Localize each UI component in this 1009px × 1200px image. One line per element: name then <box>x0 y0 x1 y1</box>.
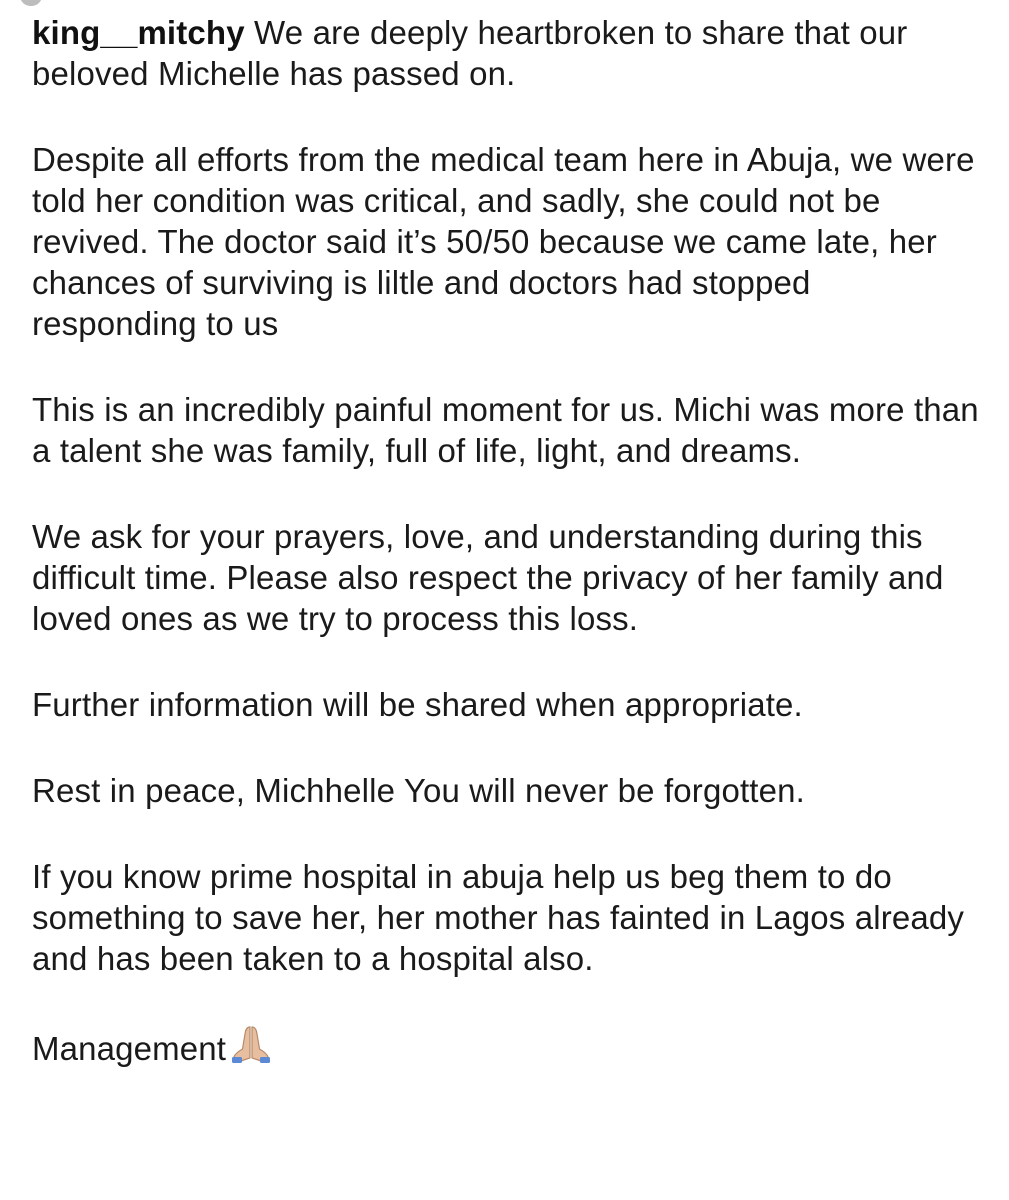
username-link[interactable]: king__mitchy <box>32 14 245 51</box>
caption-paragraph: Further information will be shared when appropriate. <box>32 686 803 723</box>
caption-signoff <box>32 1024 982 1073</box>
avatar[interactable] <box>20 0 42 6</box>
signoff-text: Management <box>32 1030 227 1067</box>
caption-paragraph: Rest in peace, Michhelle You will never be forgotten. <box>32 772 805 809</box>
post-caption <box>32 12 982 1073</box>
caption-paragraph: We ask for your prayers, love, and understanding during this difficult time. Please also respect the privacy of her family and loved ones as we try to process this loss. <box>32 518 944 637</box>
caption-text: We are deeply heartbroken to share that our beloved Michelle has passed on. <box>32 14 908 92</box>
caption-paragraph: This is an incredibly painful moment for us. Michi was more than a talent she was family, full of life, light, and dreams. <box>32 391 979 469</box>
caption-paragraph-intro <box>32 12 982 94</box>
cropped-post-header <box>0 0 1009 6</box>
caption-paragraph: If you know prime hospital in abuja help us beg them to do something to save her, her mother has fainted in Lagos already and has been taken to a hospital also. <box>32 858 965 977</box>
praying-hands-icon <box>228 1024 274 1073</box>
caption-paragraph: Despite all efforts from the medical team here in Abuja, we were told her condition was critical, and sadly, she could not be revived. The doctor said it’s 50/50 because we came late, her chances of surviving is liltle and doctors had stopped responding to us <box>32 141 975 342</box>
